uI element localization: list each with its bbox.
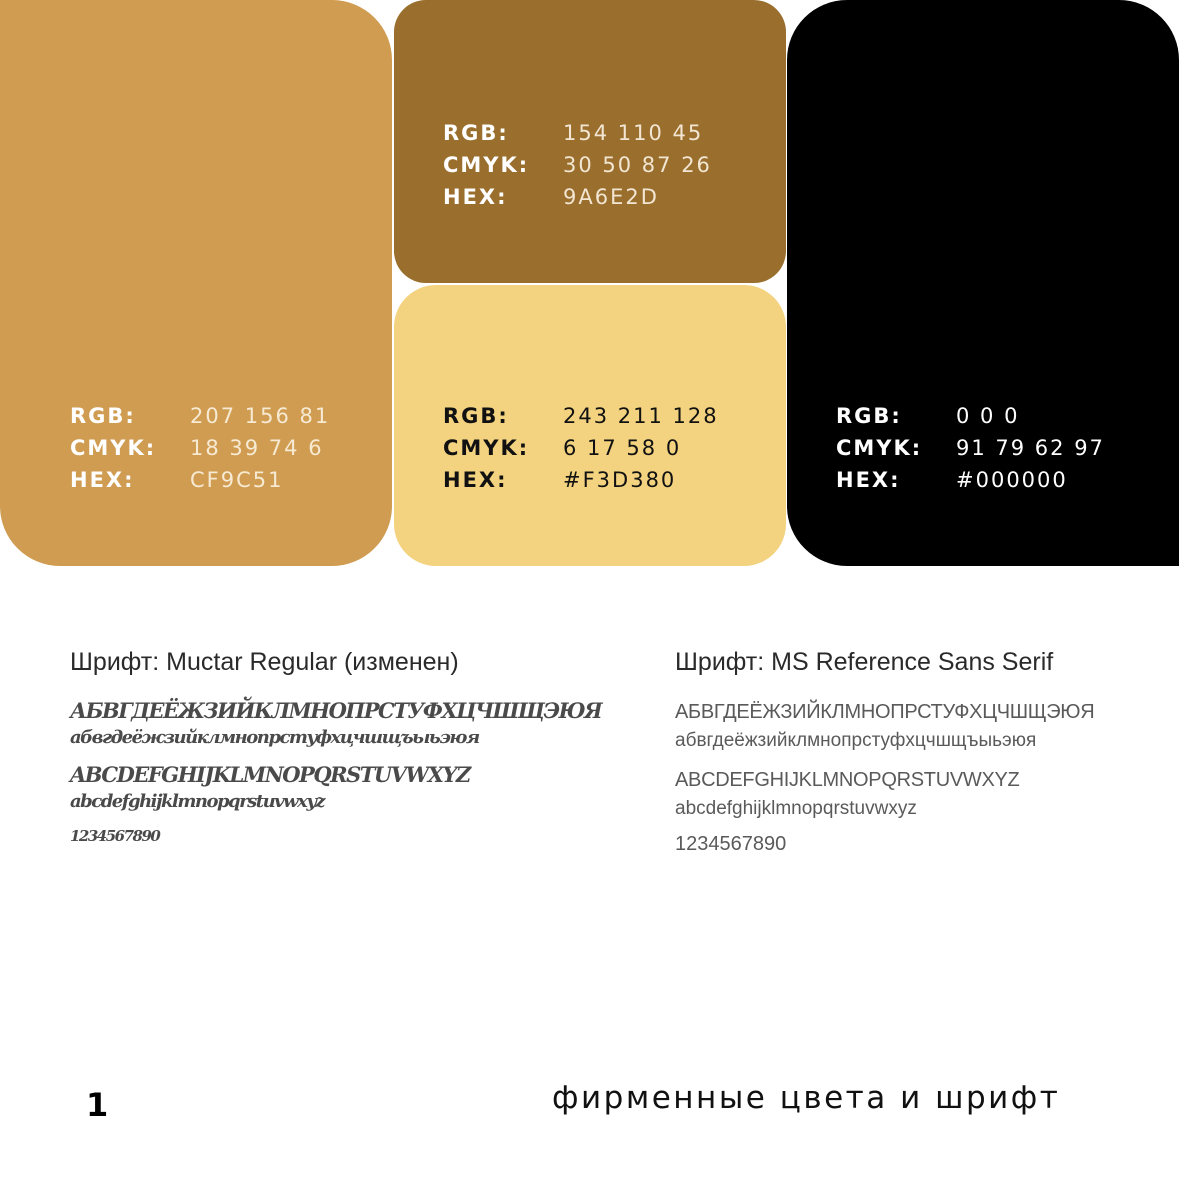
latin-lowercase: abcdefghijklmnopqrstuvwxyz	[675, 798, 917, 819]
cmyk-value: 30 50 87 26	[563, 153, 712, 177]
digits: 1234567890	[675, 833, 787, 855]
rgb-label: RGB:	[443, 404, 509, 428]
script-font-specimen	[70, 648, 630, 845]
rgb-value: 154 110 45	[563, 121, 704, 145]
rgb-label: RGB:	[836, 404, 902, 428]
cmyk-value: 18 39 74 6	[190, 436, 324, 460]
rgb-value: 243 211 128	[563, 404, 719, 428]
page-title: фирменные цвета и шрифт	[552, 1080, 1061, 1116]
cyrillic-lowercase: абвгдеёжзийклмнопрстуфхцчшщъыьэюя	[70, 727, 479, 748]
color-codes-black	[836, 400, 1105, 496]
latin-uppercase: ABCDEFGHIJKLMNOPQRSTUVWXYZ	[675, 769, 1020, 791]
rgb-value: 0 0 0	[956, 404, 1020, 428]
cyrillic-uppercase: АБВГДЕЁЖЗИЙКЛМНОПРСТУФХЦЧШЩЭЮЯ	[70, 698, 602, 723]
hex-value: #F3D380	[563, 468, 677, 492]
hex-label: HEX:	[443, 185, 508, 209]
sans-font-specimen	[675, 648, 1155, 856]
cmyk-label: CMYK:	[443, 436, 530, 460]
color-codes-light	[443, 400, 719, 496]
swatch-brown	[394, 0, 786, 283]
color-codes-brown	[443, 117, 712, 213]
cyrillic-lowercase: абвгдеёжзийклмнопрстуфхцчшщъыьэюя	[675, 730, 1037, 751]
cyrillic-uppercase: АБВГДЕЁЖЗИЙКЛМНОПРСТУФХЦЧШЩЭЮЯ	[675, 701, 1095, 723]
page-number: 1	[86, 1086, 109, 1124]
cmyk-value: 6 17 58 0	[563, 436, 682, 460]
hex-label: HEX:	[443, 468, 508, 492]
rgb-label: RGB:	[70, 404, 136, 428]
swatch-gold	[0, 0, 392, 566]
rgb-value: 207 156 81	[190, 404, 331, 428]
cmyk-label: CMYK:	[443, 153, 530, 177]
hex-value: #000000	[956, 468, 1068, 492]
rgb-label: RGB:	[443, 121, 509, 145]
swatch-light	[394, 285, 786, 566]
font-title: Шрифт: MS Reference Sans Serif	[675, 648, 1054, 676]
cmyk-value: 91 79 62 97	[956, 436, 1105, 460]
font-title: Шрифт: Muctar Regular (изменен)	[70, 648, 459, 676]
swatch-black	[787, 0, 1179, 566]
digits: 1234567890	[70, 827, 160, 845]
hex-value: 9A6E2D	[563, 185, 659, 209]
hex-label: HEX:	[70, 468, 135, 492]
color-codes-gold	[70, 400, 330, 496]
hex-value: CF9C51	[190, 468, 284, 492]
cmyk-label: CMYK:	[836, 436, 923, 460]
cmyk-label: CMYK:	[70, 436, 157, 460]
latin-uppercase: ABCDEFGHIJKLMNOPQRSTUVWXYZ	[70, 762, 470, 787]
hex-label: HEX:	[836, 468, 901, 492]
latin-lowercase: abcdefghijklmnopqrstuvwxyz	[70, 791, 325, 812]
